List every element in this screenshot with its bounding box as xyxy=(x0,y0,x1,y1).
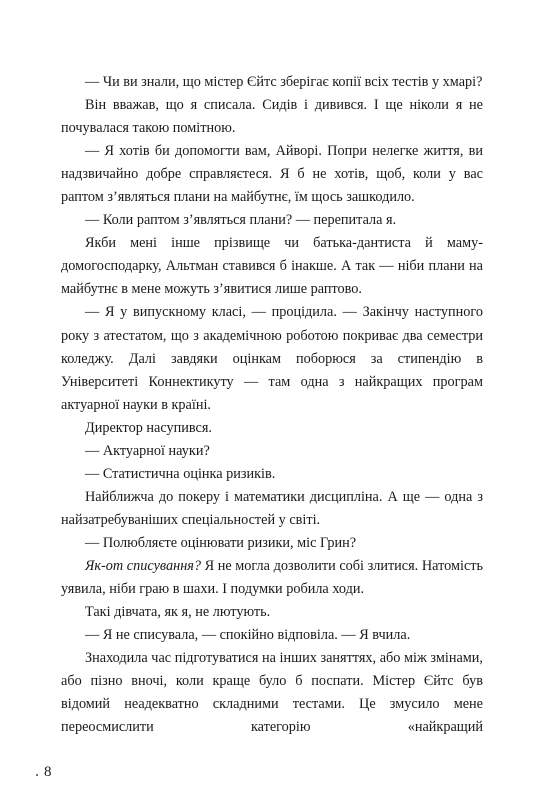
italic-phrase: Як-от списування? xyxy=(85,557,202,574)
paragraph-11: — Полюбляєте оцінювати ризики, міс Грин? xyxy=(85,534,357,551)
paragraph-14: — Я не списувала, — спокійно відповіла. — Я вчила. xyxy=(85,627,411,644)
paragraph-5: Якби мені інше прізвище чи батька-дантиста й маму-домогосподарку, Альтман ставився б інакше. А так — ніби плани на майбутнє в мене можуть з’явитися лише раптово. xyxy=(61,235,483,298)
paragraph-6: — Я у випускному класі, — процідила. — Закінчу наступного року з атестатом, що з академічною роботою покриває два семестри коледжу. Далі завдяки оцінкам поборюся за стипендію в Університеті Коннектикуту — там одна з найкращих програм актуарної науки в країні. xyxy=(61,304,483,413)
paragraph-2: Він вважав, що я списала. Сидів і дивився. І ще ніколи я не почувалася такою помітною. xyxy=(61,97,483,137)
page-mark-dot xyxy=(36,774,38,776)
body-text xyxy=(61,71,483,739)
paragraph-9: — Статистична оцінка ризиків. xyxy=(85,465,276,482)
paragraph-7: Директор насупився. xyxy=(85,419,212,436)
paragraph-3: — Я хотів би допомогти вам, Айворі. Попри нелегке життя, ви надзвичайно добре справляєтеся. Я б не хотів, щоб, коли у вас раптом з’являться плани на майбутнє, їм щось зашкодило. xyxy=(61,143,483,206)
paragraph-8: — Актуарної науки? xyxy=(85,442,210,459)
paragraph-1: — Чи ви знали, що містер Єйтс зберігає копії всіх тестів у хмарі? xyxy=(85,74,483,90)
paragraph-12 xyxy=(61,555,483,601)
paragraph-15: Знаходила час підготуватися на інших заняттях, або між змінами, або пізно вночі, коли краще було б поспати. Містер Єйтс був відомий неадекватно складними тестами. Це змусило мене переосмислити категорію «найкращий xyxy=(61,650,483,736)
paragraph-12-text: Я не могла дозволити собі злитися. Натомість уявила, ніби граю в шахи. І подумки робила ходи. xyxy=(61,557,484,598)
page-number: 8 xyxy=(44,764,52,780)
paragraph-10: Найближча до покеру і математики дисципліна. А ще — одна з найзатребуваніших спеціальностей у світі. xyxy=(61,488,483,528)
paragraph-4: — Коли раптом з’являться плани? — перепитала я. xyxy=(85,212,397,229)
paragraph-13: Такі дівчата, як я, не лютують. xyxy=(85,604,271,621)
